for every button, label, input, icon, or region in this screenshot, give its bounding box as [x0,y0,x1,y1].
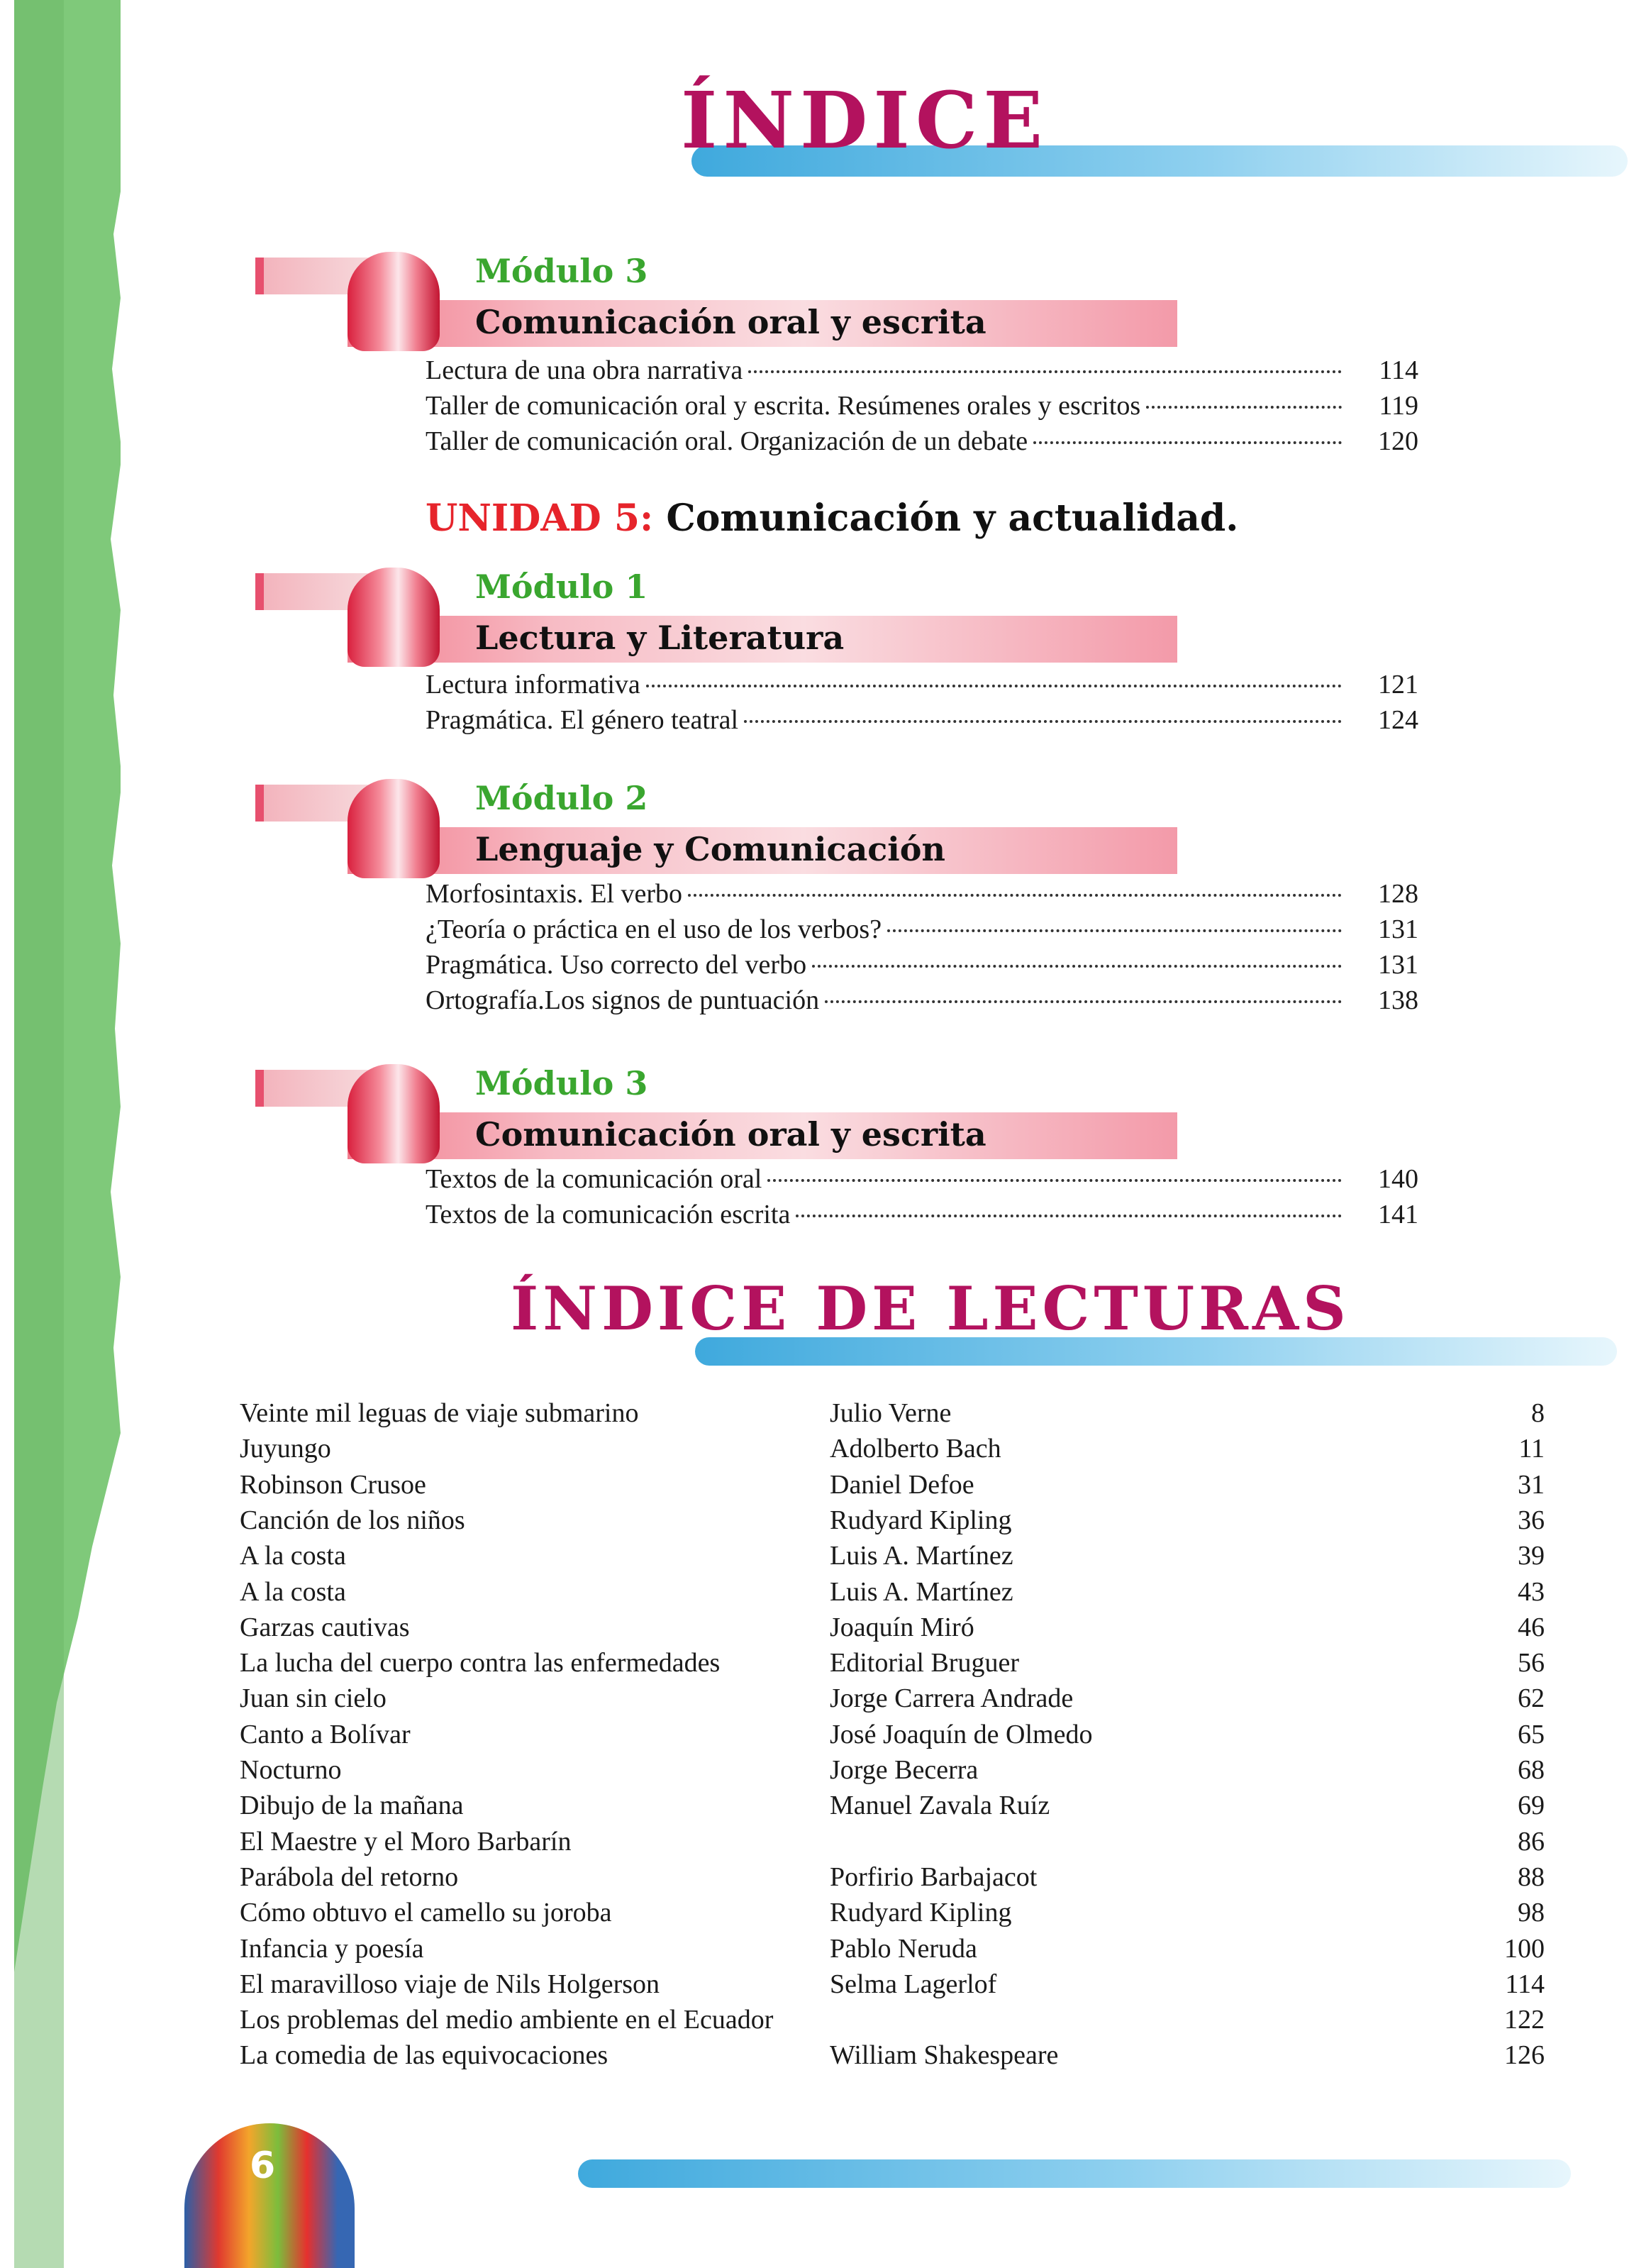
lectura-title: A la costa [240,1541,346,1571]
lectura-author: José Joaquín de Olmedo [830,1719,1093,1749]
lectura-row [240,1862,1545,1897]
scroll-icon [348,568,440,667]
module-label: Módulo 3 [475,252,648,290]
lectura-row [240,1576,1545,1612]
module-title: Lenguaje y Comunicación [475,830,945,868]
lectura-page: 126 [1504,2040,1545,2071]
lectura-author: Luis A. Martínez [830,1541,1013,1571]
toc-entry: Taller de comunicación oral. Organización de un debate 120 [426,426,1418,456]
lectura-row [240,1969,1545,2004]
lectura-row [240,1540,1545,1576]
toc-entry: ¿Teoría o práctica en el uso de los verbos? 131 [426,914,1418,944]
toc-entry: Textos de la comunicación escrita 141 [426,1200,1418,1229]
lectura-author: Rudyard Kipling [830,1898,1012,1928]
lectura-page: 56 [1518,1648,1545,1678]
lectura-row [240,1433,1545,1468]
module-title: Comunicación oral y escrita [475,1115,986,1154]
module-header [255,568,1177,667]
lectura-title: El maravilloso viaje de Nils Holgerson [240,1969,660,1999]
lectura-row [240,1612,1545,1647]
lectura-author: Rudyard Kipling [830,1505,1012,1535]
module-header [255,779,1177,878]
lectura-author: Editorial Bruguer [830,1648,1019,1678]
lectura-row [240,1754,1545,1790]
lectura-row [240,1398,1545,1433]
module-header [255,1064,1177,1163]
scroll-icon [348,252,440,351]
lectura-title: Parábola del retorno [240,1862,459,1892]
lectura-row [240,1826,1545,1862]
lectura-title: Cómo obtuvo el camello su joroba [240,1898,612,1928]
toc-entry: Textos de la comunicación oral 140 [426,1164,1418,1194]
lectura-author: Jorge Carrera Andrade [830,1683,1074,1714]
lectura-page: 11 [1518,1434,1545,1464]
module-title: Lectura y Literatura [475,619,845,657]
footer-decor-bar [578,2159,1571,2188]
lectura-row [240,1719,1545,1754]
unit-heading [426,497,1238,540]
lectura-title: A la costa [240,1576,346,1607]
lectura-row [240,1469,1545,1505]
lectura-title: Veinte mil leguas de viaje submarino [240,1398,639,1428]
lectura-title: La comedia de las equivocaciones [240,2040,608,2071]
toc-entry: Pragmática. Uso correcto del verbo 131 [426,950,1418,980]
toc-entry: Morfosintaxis. El verbo 128 [426,879,1418,909]
lectura-page: 86 [1518,1826,1545,1857]
lectura-author: William Shakespeare [830,2040,1059,2071]
toc-entry: Lectura informativa 121 [426,670,1418,699]
lectura-page: 69 [1518,1791,1545,1821]
module-header [255,252,1177,351]
lectura-row [240,1647,1545,1683]
toc-entry: Pragmática. El género teatral 124 [426,705,1418,735]
lectura-page: 114 [1505,1969,1545,1999]
scroll-icon [348,779,440,878]
lectura-author: Luis A. Martínez [830,1576,1013,1607]
lectura-title: Garzas cautivas [240,1612,410,1642]
module-label: Módulo 1 [475,568,648,606]
lectura-page: 62 [1518,1683,1545,1714]
lectura-page: 122 [1504,2005,1545,2035]
lectura-author: Adolberto Bach [830,1434,1001,1464]
toc-entry: Lectura de una obra narrativa 114 [426,355,1418,385]
lectura-title: Nocturno [240,1755,342,1785]
lectura-author: Julio Verne [830,1398,952,1428]
lectura-author: Porfirio Barbajacot [830,1862,1038,1892]
lectura-title: Robinson Crusoe [240,1469,426,1500]
lectura-author: Daniel Defoe [830,1469,974,1500]
toc-entry: Taller de comunicación oral y escrita. Resúmenes orales y escritos 119 [426,391,1418,421]
unit-title: Comunicación y actualidad. [666,497,1239,540]
lectura-page: 36 [1518,1505,1545,1535]
lectura-title: Infancia y poesía [240,1933,424,1964]
module-label: Módulo 3 [475,1064,648,1102]
lectura-page: 68 [1518,1755,1545,1785]
lectura-row [240,1933,1545,1969]
lectura-page: 31 [1518,1469,1545,1500]
module-title: Comunicación oral y escrita [475,303,986,341]
lectura-author: Selma Lagerlof [830,1969,997,1999]
lectura-author: Jorge Becerra [830,1755,979,1785]
lectura-row [240,1683,1545,1718]
lectura-page: 46 [1518,1612,1545,1642]
lectura-page: 65 [1518,1719,1545,1749]
lectura-row [240,1505,1545,1540]
lectura-title: Canto a Bolívar [240,1719,411,1749]
lectura-title: El Maestre y el Moro Barbarín [240,1826,572,1857]
lectura-page: 43 [1518,1576,1545,1607]
green-side-band [14,0,121,2268]
lectura-page: 88 [1518,1862,1545,1892]
lectura-row [240,2040,1545,2075]
lectura-author: Manuel Zavala Ruíz [830,1791,1050,1821]
lectura-title: Dibujo de la mañana [240,1791,464,1821]
lectura-page: 8 [1531,1398,1545,1428]
unit-label: UNIDAD 5: [426,497,654,540]
lectura-page: 39 [1518,1541,1545,1571]
page-number: 6 [250,2145,276,2187]
lectura-row [240,1790,1545,1825]
lectura-author: Joaquín Miró [830,1612,974,1642]
lectura-page: 100 [1504,1933,1545,1964]
scroll-icon [348,1064,440,1163]
lectura-title: Juyungo [240,1434,331,1464]
module-label: Módulo 2 [475,779,648,817]
lectura-title: La lucha del cuerpo contra las enfermedades [240,1648,721,1678]
lectura-row [240,2004,1545,2040]
lectura-title: Canción de los niños [240,1505,465,1535]
lectura-title: Juan sin cielo [240,1683,387,1714]
lecturas-title: ÍNDICE DE LECTURAS [511,1273,1350,1344]
toc-entry: Ortografía.Los signos de puntuación 138 [426,985,1418,1015]
lectura-row [240,1897,1545,1932]
lectura-author: Pablo Neruda [830,1933,977,1964]
lectura-page: 98 [1518,1898,1545,1928]
lectura-title: Los problemas del medio ambiente en el Ecuador [240,2005,774,2035]
page-title: ÍNDICE [681,74,1049,166]
balloon-icon [184,2123,355,2268]
